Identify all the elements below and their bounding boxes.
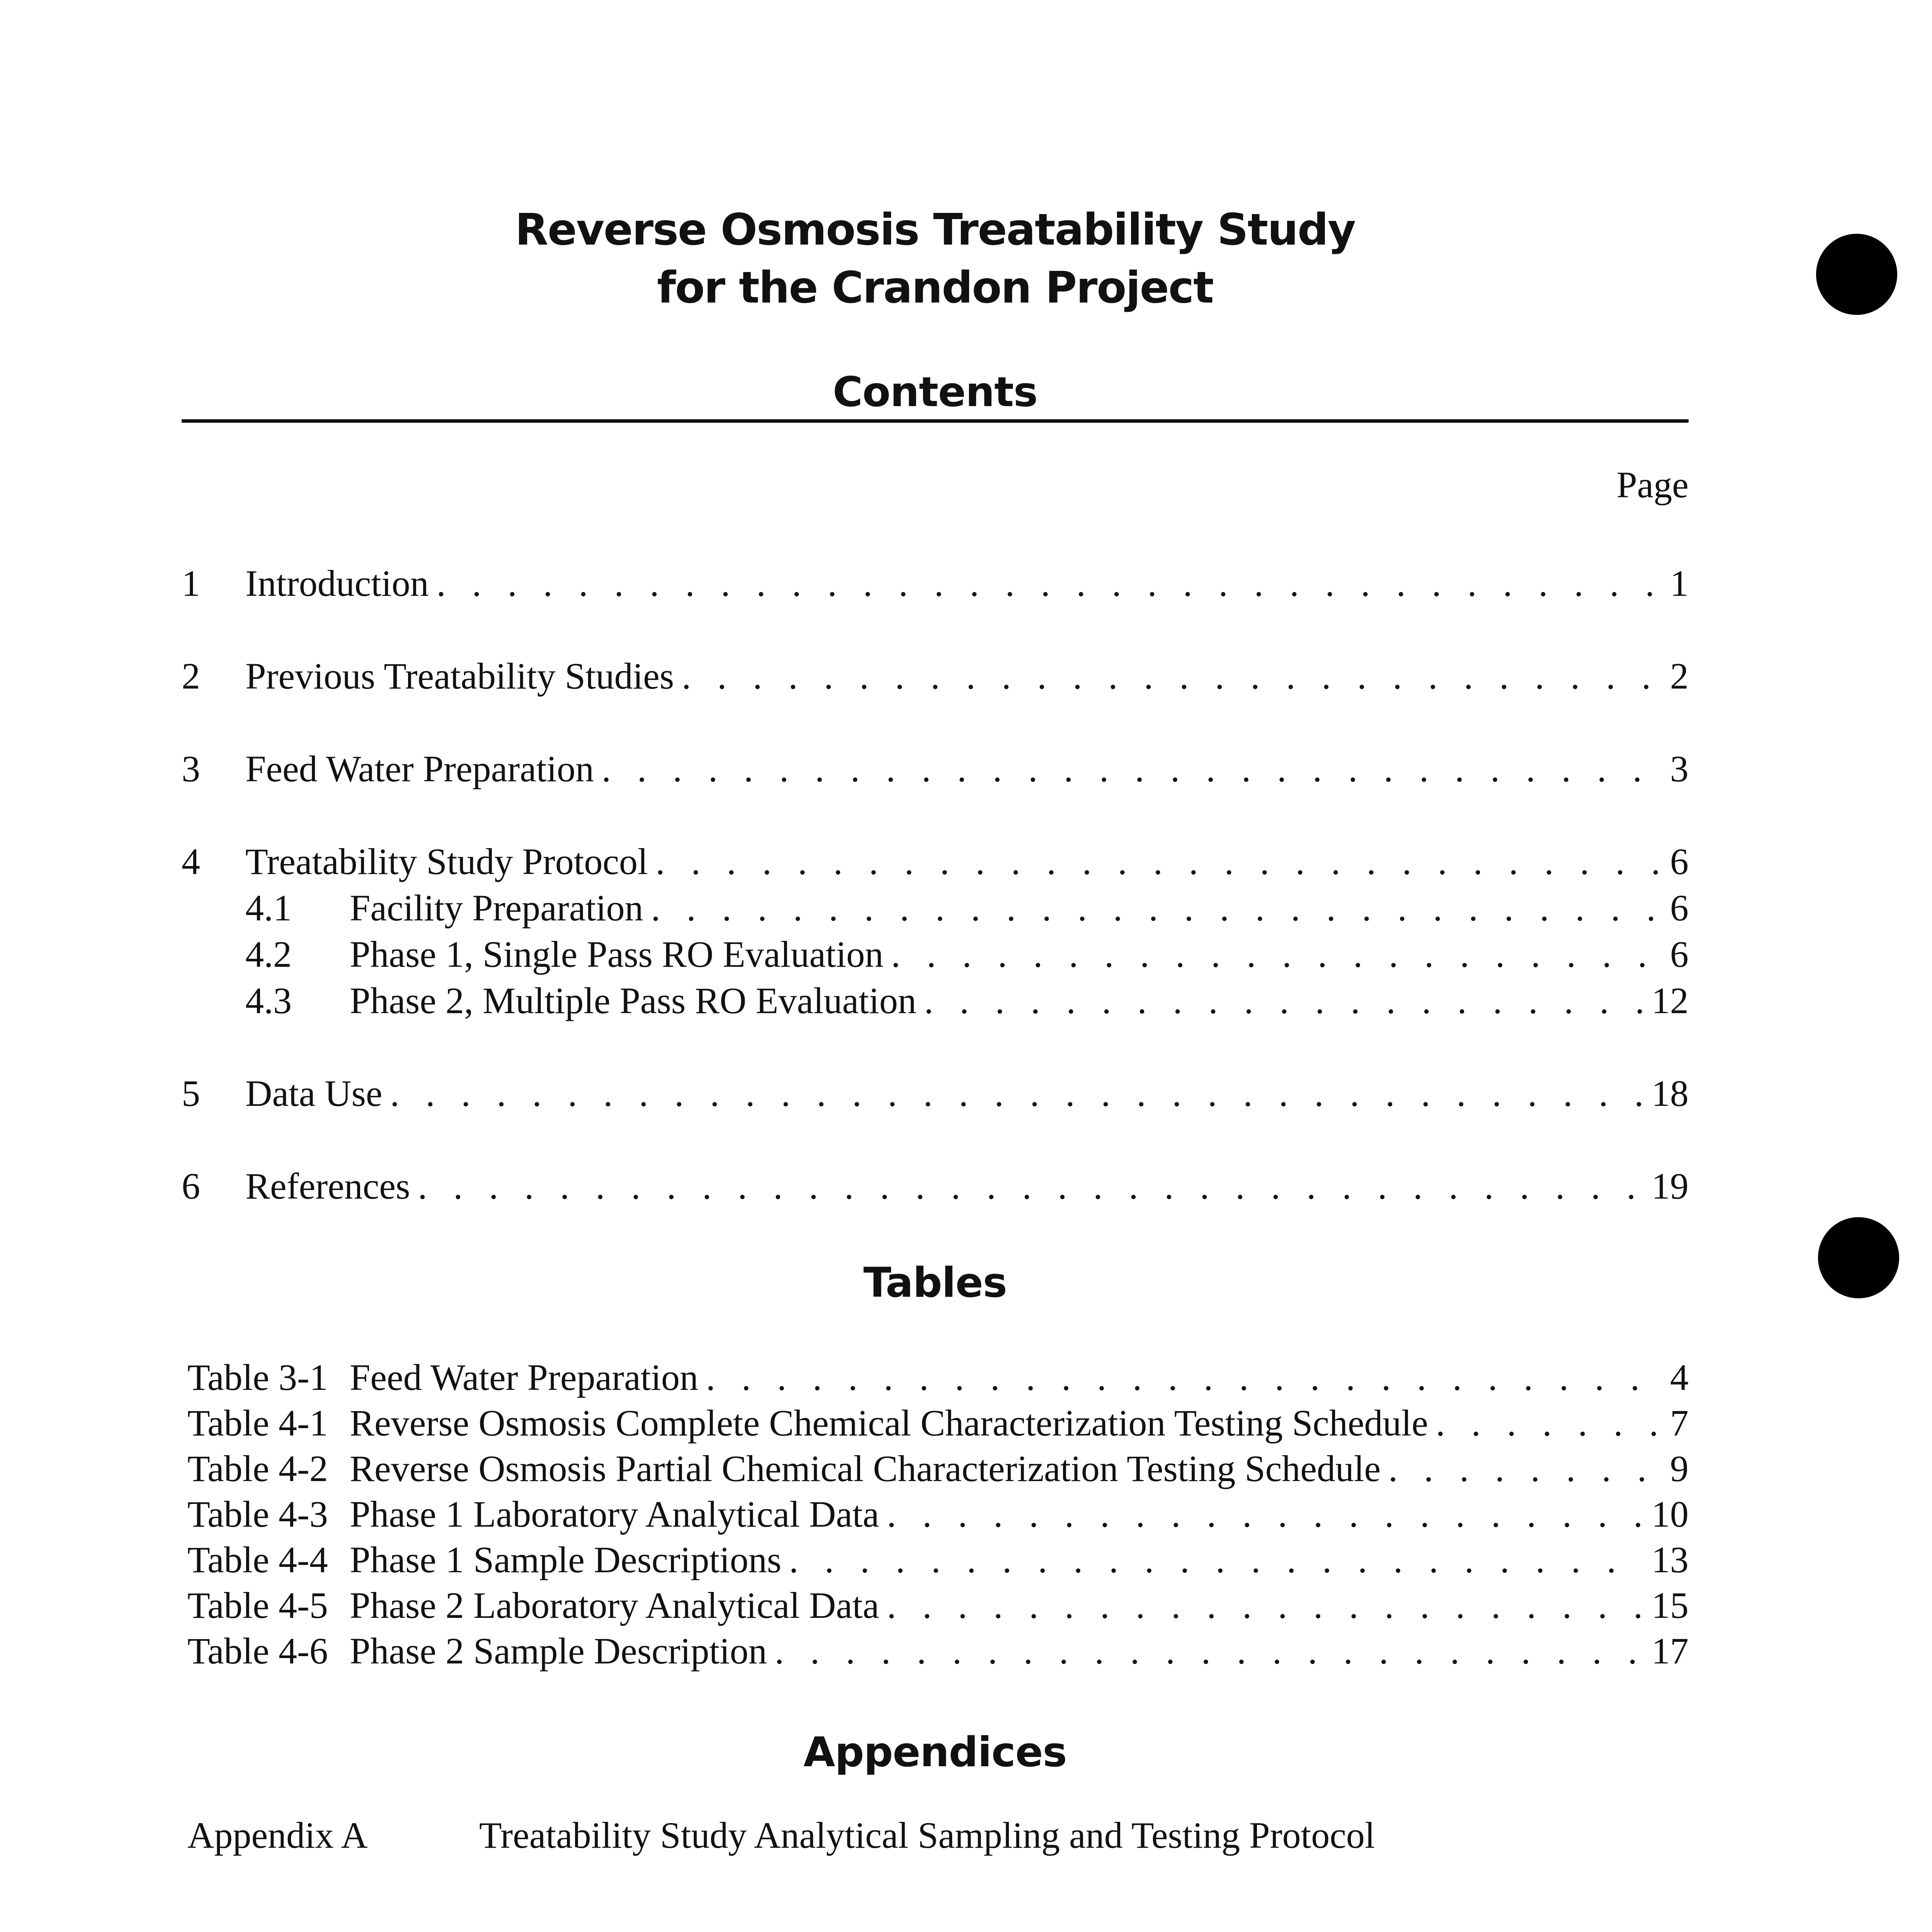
table-entry-number: Table 4-6 <box>187 1630 328 1672</box>
toc-entry-title: Data Use <box>245 1073 383 1114</box>
dot-leader <box>887 1582 1644 1629</box>
dot-leader <box>789 1537 1644 1583</box>
table-entry-page: 10 <box>1651 1493 1689 1535</box>
toc-entry-phase-2 <box>245 978 1689 1024</box>
contents-rule <box>182 419 1689 423</box>
toc-entry-page: 6 <box>1670 887 1689 929</box>
dot-leader <box>775 1628 1644 1674</box>
appendix-label: Appendix A <box>187 1815 368 1856</box>
appendix-title: Treatability Study Analytical Sampling and Testing Protocol <box>479 1815 1375 1856</box>
table-entry-title: Feed Water Preparation <box>350 1357 699 1398</box>
table-entry-number: Table 3-1 <box>187 1357 328 1398</box>
toc-entry-title: References <box>245 1165 410 1207</box>
toc-entry-introduction <box>182 560 1689 607</box>
toc-entry-previous-studies <box>182 653 1689 699</box>
toc-entry-number: 3 <box>182 748 200 789</box>
table-entry-page: 7 <box>1670 1402 1689 1444</box>
toc-entry-number: 5 <box>182 1073 200 1114</box>
table-entry-number: Table 4-1 <box>187 1402 328 1444</box>
binder-punch-hole <box>1816 234 1897 315</box>
table-entry <box>187 1582 1689 1629</box>
table-entry-page: 13 <box>1651 1539 1689 1580</box>
table-entry-number: Table 4-3 <box>187 1493 328 1535</box>
dot-leader <box>1436 1400 1662 1446</box>
dot-leader <box>1388 1446 1662 1492</box>
toc-entry-number: 4.1 <box>245 887 292 929</box>
table-entry-number: Table 4-2 <box>187 1448 328 1489</box>
toc-entry-page: 19 <box>1651 1165 1689 1207</box>
toc-entry-protocol <box>182 838 1689 885</box>
toc-entry-page: 1 <box>1670 563 1689 604</box>
document-title-line-1: Reverse Osmosis Treatability Study <box>515 205 1355 255</box>
toc-entry-facility-preparation <box>245 885 1689 931</box>
toc-entry-page: 6 <box>1670 841 1689 882</box>
table-entry-title: Phase 1 Laboratory Analytical Data <box>350 1493 879 1535</box>
appendices-heading: Appendices <box>803 1728 1067 1776</box>
dot-leader <box>390 1070 1644 1117</box>
table-entry <box>187 1537 1689 1583</box>
toc-entry-page: 12 <box>1651 980 1689 1021</box>
toc-entry-number: 4.2 <box>245 934 292 975</box>
dot-leader <box>656 838 1662 885</box>
dot-leader <box>887 1491 1644 1537</box>
toc-entry-page: 6 <box>1670 934 1689 975</box>
table-entry-title: Reverse Osmosis Complete Chemical Characterization Testing Schedule <box>350 1402 1428 1444</box>
toc-entry-references <box>182 1163 1689 1209</box>
toc-entry-title: Treatability Study Protocol <box>245 841 648 882</box>
appendix-entry <box>187 1812 1375 1859</box>
table-entry <box>187 1400 1689 1446</box>
toc-entry-number: 2 <box>182 655 200 697</box>
toc-entry-phase-1 <box>245 931 1689 978</box>
table-entry-title: Phase 2 Sample Description <box>350 1630 767 1672</box>
dot-leader <box>651 885 1662 931</box>
toc-entry-title: Facility Preparation <box>350 887 643 929</box>
table-entry <box>187 1491 1689 1537</box>
toc-entry-feed-water <box>182 746 1689 792</box>
table-entry-number: Table 4-5 <box>187 1585 328 1626</box>
toc-entry-data-use <box>182 1070 1689 1117</box>
toc-entry-title: Phase 2, Multiple Pass RO Evaluation <box>350 980 917 1021</box>
dot-leader <box>682 653 1662 699</box>
toc-entry-title: Phase 1, Single Pass RO Evaluation <box>350 934 884 975</box>
page-column-label: Page <box>1616 464 1689 505</box>
dot-leader <box>437 560 1662 607</box>
contents-heading: Contents <box>833 368 1037 416</box>
toc-entry-number: 4 <box>182 841 200 882</box>
dot-leader <box>418 1163 1644 1209</box>
table-entry-title: Phase 2 Laboratory Analytical Data <box>350 1585 879 1626</box>
table-entry-page: 17 <box>1651 1630 1689 1672</box>
toc-entry-page: 3 <box>1670 748 1689 789</box>
table-entry-title: Reverse Osmosis Partial Chemical Characterization Testing Schedule <box>350 1448 1381 1489</box>
table-entry-title: Phase 1 Sample Descriptions <box>350 1539 782 1580</box>
toc-entry-number: 4.3 <box>245 980 292 1021</box>
table-entry <box>187 1446 1689 1492</box>
toc-entry-page: 2 <box>1670 655 1689 697</box>
toc-entry-number: 1 <box>182 563 200 604</box>
dot-leader <box>706 1354 1662 1401</box>
toc-entry-title: Feed Water Preparation <box>245 748 594 789</box>
table-entry <box>187 1354 1689 1401</box>
toc-entry-title: Previous Treatability Studies <box>245 655 674 697</box>
dot-leader <box>924 978 1644 1024</box>
table-entry-page: 15 <box>1651 1585 1689 1626</box>
toc-entry-number: 6 <box>182 1165 200 1207</box>
table-entry <box>187 1628 1689 1674</box>
document-title-line-2: for the Crandon Project <box>657 263 1213 313</box>
toc-entry-title: Introduction <box>245 563 429 604</box>
table-entry-number: Table 4-4 <box>187 1539 328 1580</box>
toc-entry-page: 18 <box>1651 1073 1689 1114</box>
dot-leader <box>891 931 1662 978</box>
table-entry-page: 4 <box>1670 1357 1689 1398</box>
tables-heading: Tables <box>863 1259 1007 1306</box>
binder-punch-hole <box>1818 1217 1899 1298</box>
table-entry-page: 9 <box>1670 1448 1689 1489</box>
dot-leader <box>602 746 1662 792</box>
